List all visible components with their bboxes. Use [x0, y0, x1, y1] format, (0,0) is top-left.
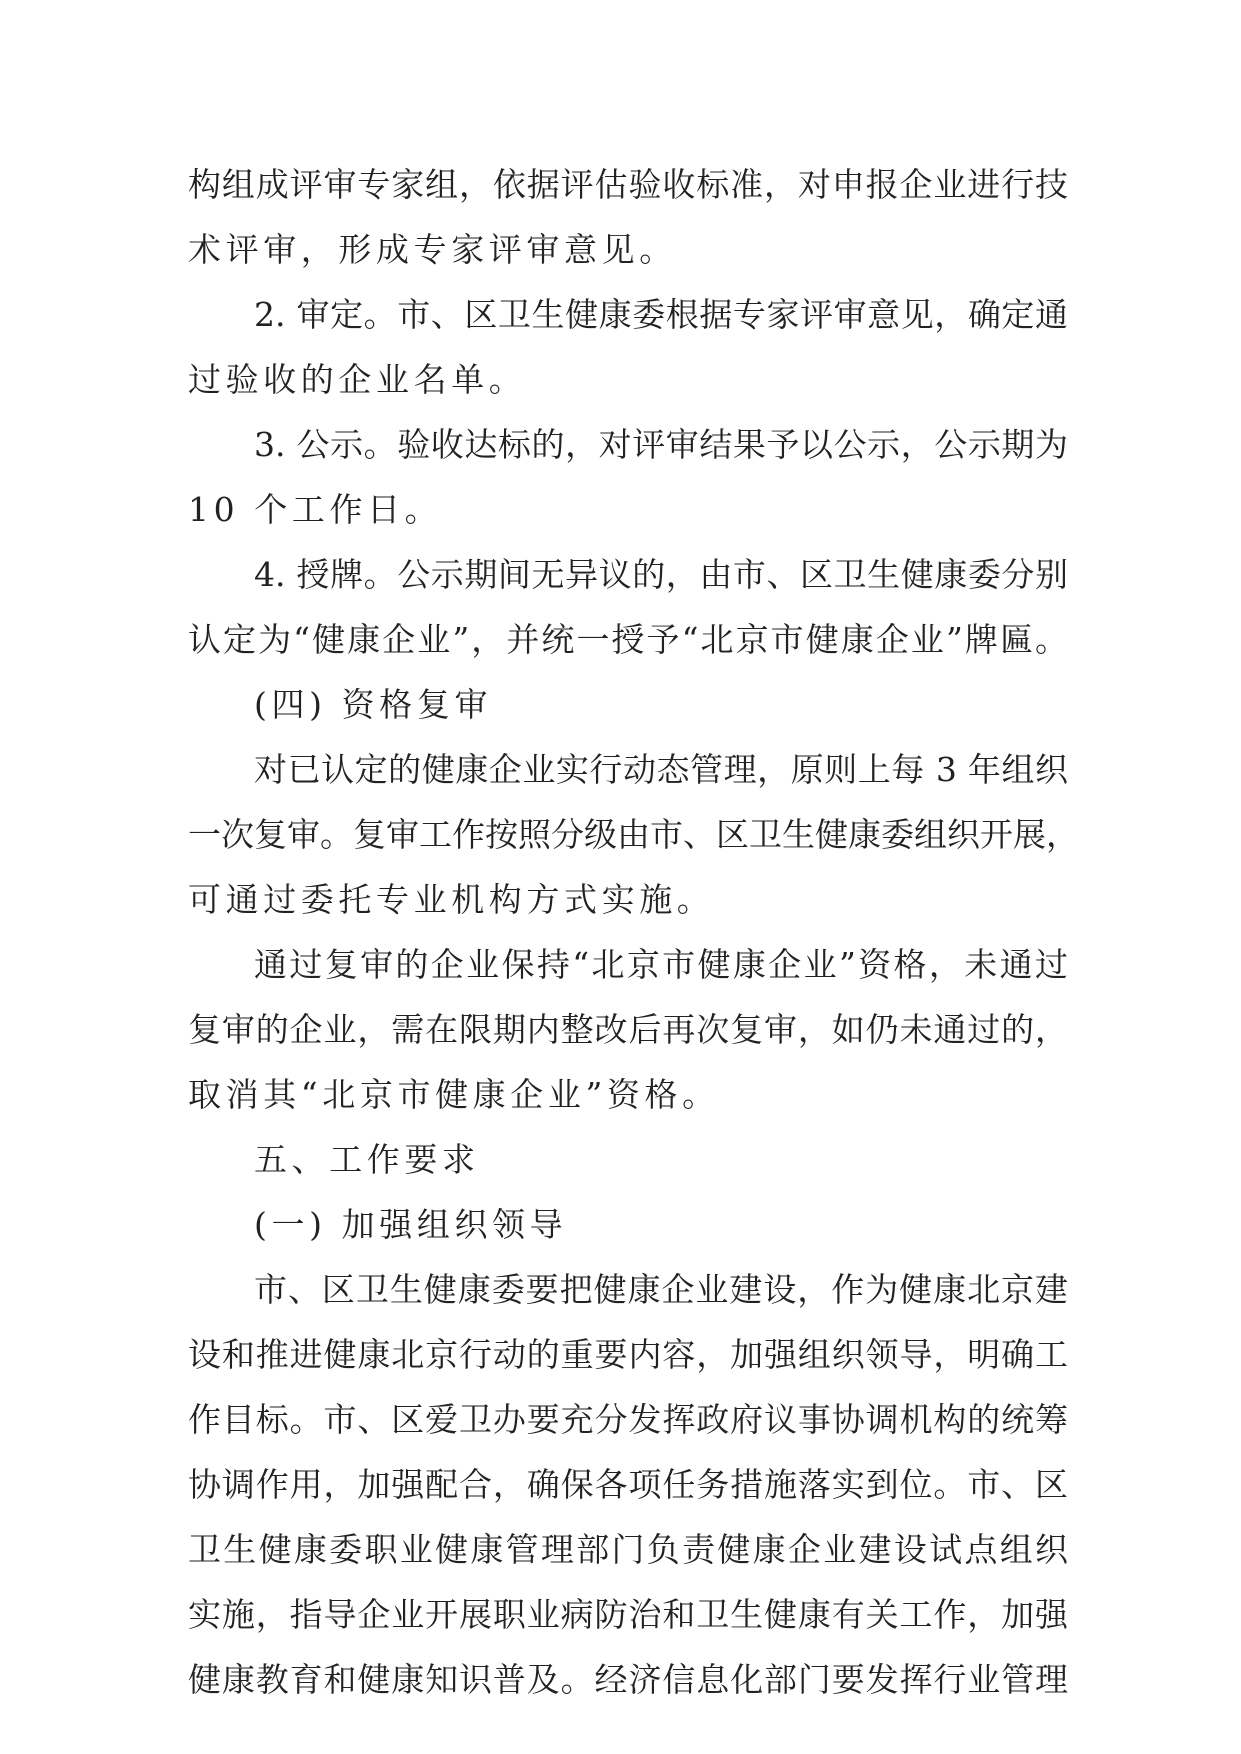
paragraph-line: 对已认定的健康企业实行动态管理，原则上每 3 年组织: [254, 750, 1068, 789]
section-heading: (一) 加强组织领导: [254, 1205, 568, 1244]
paragraph-line: 2. 审定。市、区卫生健康委根据专家评审意见，确定通: [254, 295, 1068, 334]
section-heading: (四) 资格复审: [254, 685, 493, 724]
paragraph-line: 4. 授牌。公示期间无异议的，由市、区卫生健康委分别: [254, 555, 1068, 594]
paragraph-line: 实施，指导企业开展职业病防治和卫生健康有关工作，加强: [188, 1595, 1068, 1634]
paragraph-line: 协调作用，加强配合，确保各项任务措施落实到位。市、区: [188, 1465, 1068, 1504]
paragraph-line: 可通过委托专业机构方式实施。: [188, 880, 715, 919]
paragraph-line: 复审的企业，需在限期内整改后再次复审，如仍未通过的，: [188, 1010, 1068, 1049]
paragraph-line: 术评审，形成专家评审意见。: [188, 230, 677, 269]
paragraph-line: 卫生健康委职业健康管理部门负责健康企业建设试点组织: [188, 1530, 1068, 1569]
paragraph-line: 构组成评审专家组，依据评估验收标准，对申报企业进行技: [188, 165, 1068, 204]
section-heading: 五、工作要求: [254, 1140, 480, 1179]
paragraph-line: 取消其“北京市健康企业”资格。: [188, 1075, 720, 1114]
paragraph-line: 作目标。市、区爱卫办要充分发挥政府议事协调机构的统筹: [188, 1400, 1068, 1439]
paragraph-line: 设和推进健康北京行动的重要内容，加强组织领导，明确工: [188, 1335, 1068, 1374]
paragraph-line: 3. 公示。验收达标的，对评审结果予以公示，公示期为: [254, 425, 1068, 464]
paragraph-line: 认定为“健康企业”，并统一授予“北京市健康企业”牌匾。: [188, 620, 1068, 659]
paragraph-line: 一次复审。复审工作按照分级由市、区卫生健康委组织开展，: [188, 815, 1079, 854]
paragraph-line: 市、区卫生健康委要把健康企业建设，作为健康北京建: [254, 1270, 1068, 1309]
document-body: [188, 152, 1079, 1712]
paragraph-line: 过验收的企业名单。: [188, 360, 527, 399]
paragraph-line: 健康教育和健康知识普及。经济信息化部门要发挥行业管理: [188, 1660, 1068, 1699]
paragraph-line: 10 个工作日。: [188, 490, 443, 529]
paragraph-line: 通过复审的企业保持“北京市健康企业”资格，未通过: [254, 945, 1068, 984]
